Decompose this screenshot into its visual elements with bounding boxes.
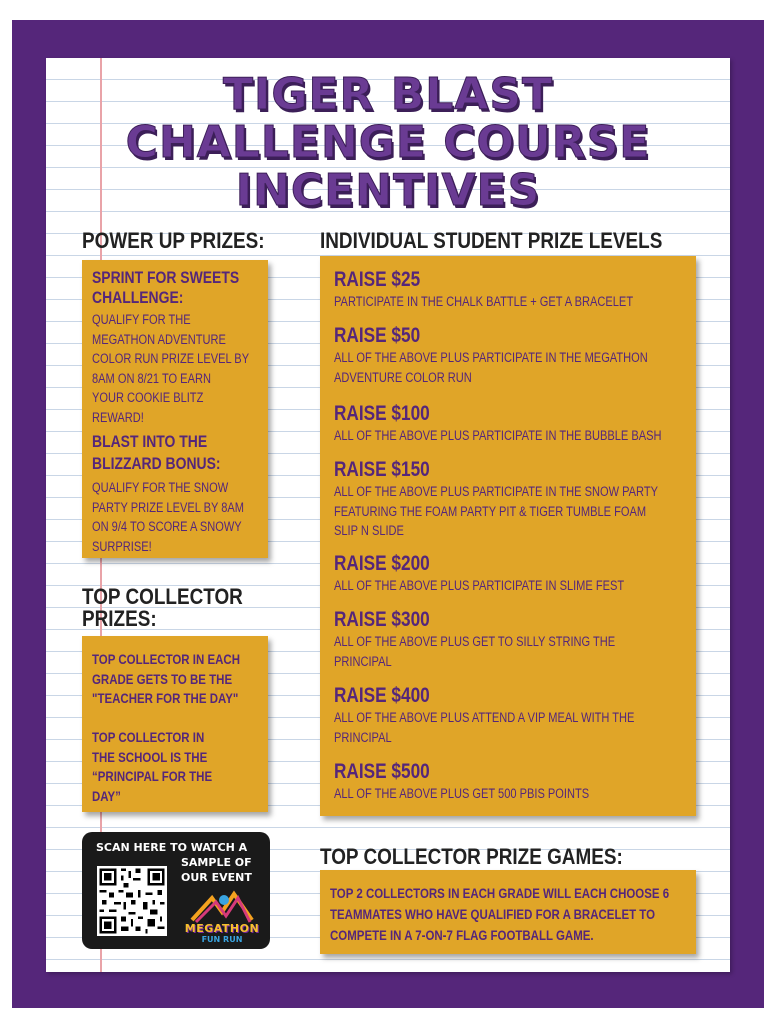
logo-text-2: FUN RUN — [201, 935, 243, 944]
text-line: TEAMMATES WHO HAVE QUALIFIED FOR A BRACELET TO — [330, 906, 656, 922]
prize-level-amount: RAISE $400 — [334, 684, 430, 707]
prize-level-amount: RAISE $50 — [334, 324, 421, 347]
prize-level-amount: RAISE $300 — [334, 608, 430, 631]
scan-text-3: OUR EVENT — [181, 871, 252, 884]
text-line: ON 9/4 TO SCORE A SNOWY — [92, 519, 242, 534]
prize-level-description: PRINCIPAL — [334, 729, 392, 745]
text-line: QUALIFY FOR THE SNOW — [92, 480, 229, 495]
text-line: COLOR RUN PRIZE LEVEL BY — [92, 351, 250, 366]
prize-level-description: ALL OF THE ABOVE PLUS PARTICIPATE IN THE BUBBLE BASH — [334, 428, 662, 443]
scan-text-2: SAMPLE OF — [181, 856, 252, 869]
qr-code-icon[interactable] — [97, 866, 167, 936]
text-line: MEGATHON ADVENTURE — [92, 331, 226, 347]
games-box — [320, 870, 696, 954]
megathon-logo — [182, 890, 262, 946]
prize-level-description: ALL OF THE ABOVE PLUS GET TO SILLY STRING THE — [334, 634, 616, 649]
text-line: COMPETE IN A 7-ON-7 FLAG FOOTBALL GAME. — [330, 927, 594, 943]
prize-level-description: ADVENTURE COLOR RUN — [334, 369, 472, 385]
prize-level-amount: RAISE $25 — [334, 268, 421, 291]
blizzard-title-2: BLIZZARD BONUS: — [92, 454, 221, 473]
games-heading: TOP COLLECTOR PRIZE GAMES: — [320, 844, 623, 869]
text-line: REWARD! — [92, 409, 144, 425]
prize-level-description: ALL OF THE ABOVE PLUS PARTICIPATE IN THE SNOW PARTY — [334, 484, 658, 499]
runner-icon — [182, 890, 262, 926]
text-line: YOUR COOKIE BLITZ — [92, 390, 204, 405]
text-line: PARTY PRIZE LEVEL BY 8AM — [92, 499, 244, 515]
prize-level-amount: RAISE $200 — [334, 552, 430, 575]
prize-level-description: ALL OF THE ABOVE PLUS PARTICIPATE IN SLIME FEST — [334, 578, 625, 593]
top-collector-heading-1: TOP COLLECTOR — [82, 584, 243, 609]
title-line-1: TIGER BLAST — [222, 69, 554, 120]
title-line-2: CHALLENGE COURSE — [125, 117, 651, 168]
prize-level-amount: RAISE $500 — [334, 760, 430, 783]
text-line: DAY” — [92, 787, 121, 804]
top-collector-heading-2: PRIZES: — [82, 606, 157, 631]
text-line: QUALIFY FOR THE — [92, 312, 191, 327]
text-line: TOP COLLECTOR IN — [92, 729, 205, 745]
qr-card[interactable] — [82, 832, 270, 949]
prize-level-description: ALL OF THE ABOVE PLUS GET 500 PBIS POINTS — [334, 786, 590, 801]
text-line: "TEACHER FOR THE DAY" — [92, 690, 239, 706]
sprint-title-2: CHALLENGE: — [92, 288, 184, 307]
power-up-box — [82, 260, 268, 558]
title-line-3: INCENTIVES — [235, 165, 541, 216]
prize-level-amount: RAISE $100 — [334, 402, 430, 425]
text-line: THE SCHOOL IS THE — [92, 748, 208, 765]
prize-level-description: PRINCIPAL — [334, 653, 392, 669]
text-line: TOP 2 COLLECTORS IN EACH GRADE WILL EACH CHOOSE 6 — [330, 885, 670, 901]
prize-levels-box — [320, 256, 696, 816]
prize-level-amount: RAISE $150 — [334, 458, 430, 481]
blizzard-title-1: BLAST INTO THE — [92, 432, 208, 451]
text-line: 8AM ON 8/21 TO EARN — [92, 370, 211, 386]
scan-text-1: SCAN HERE TO WATCH A — [96, 841, 248, 854]
text-line: SURPRISE! — [92, 538, 152, 554]
logo-text-1: MEGATHON — [184, 922, 260, 935]
notebook-paper — [46, 58, 730, 972]
text-line: TOP COLLECTOR IN EACH — [92, 651, 240, 667]
prize-level-description: ALL OF THE ABOVE PLUS PARTICIPATE IN THE MEGATHON — [334, 350, 648, 365]
prize-level-description: SLIP N SLIDE — [334, 523, 404, 538]
power-up-heading: POWER UP PRIZES: — [82, 228, 265, 253]
text-line: GRADE GETS TO BE THE — [92, 670, 233, 687]
prize-level-description: PARTICIPATE IN THE CHALK BATTLE + GET A BRACELET — [334, 294, 634, 309]
prize-level-description: ALL OF THE ABOVE PLUS ATTEND A VIP MEAL WITH THE — [334, 710, 635, 725]
top-collector-box — [82, 636, 268, 812]
prize-level-description: FEATURING THE FOAM PARTY PIT & TIGER TUMBLE FOAM — [334, 503, 647, 519]
individual-heading: INDIVIDUAL STUDENT PRIZE LEVELS — [320, 228, 663, 253]
sprint-title-1: SPRINT FOR SWEETS — [92, 268, 240, 287]
text-line: “PRINCIPAL FOR THE — [92, 768, 213, 784]
